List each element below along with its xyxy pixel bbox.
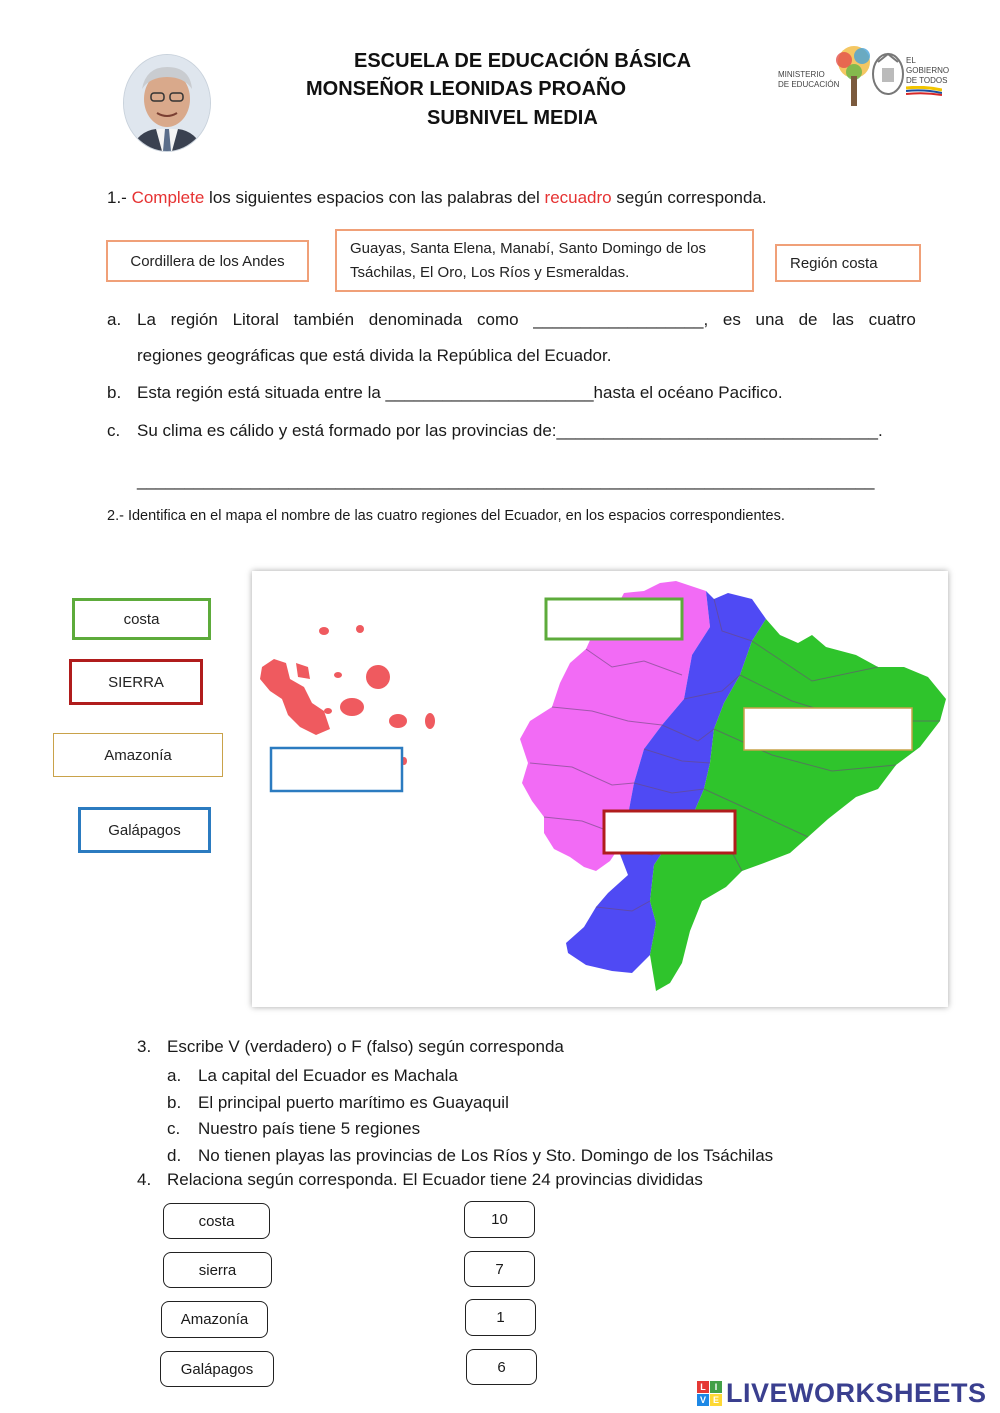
q1-item-c-text[interactable]: Su clima es cálido y está formado por las provincias de:__________________________________. xyxy=(137,421,883,440)
q3-item-d-text: No tienen playas las provincias de Los Ríos y Sto. Domingo de los Tsáchilas xyxy=(198,1146,774,1166)
drop-zone-amazonia[interactable] xyxy=(744,708,912,750)
q1-item-a-word: cuatro xyxy=(868,310,916,329)
word-box-region-costa: Región costa xyxy=(775,244,921,282)
match-left-sierra[interactable]: sierra xyxy=(163,1252,272,1288)
q1-prefix: 1.- xyxy=(107,188,132,207)
liveworksheets-badge-icon xyxy=(697,1381,722,1406)
match-right-2[interactable]: 7 xyxy=(464,1251,535,1287)
galapagos-islands xyxy=(260,625,435,765)
match-right-4[interactable]: 6 xyxy=(466,1349,537,1385)
question-2-instruction: 2.- Identifica en el mapa el nombre de las cuatro regiones del Ecuador, en los espacios correspondientes. xyxy=(107,508,785,524)
q3-number: 3. xyxy=(137,1037,152,1056)
match-right-1[interactable]: 10 xyxy=(464,1201,535,1238)
match-left-costa[interactable]: costa xyxy=(163,1203,270,1239)
q1-item-a-word: Litoral xyxy=(232,310,279,329)
q3-item-a-text: La capital del Ecuador es Machala xyxy=(198,1066,458,1085)
q1-item-a-word: es xyxy=(722,310,741,329)
drag-label-amazonia[interactable]: Amazonía xyxy=(53,733,223,777)
q3-item-a[interactable] xyxy=(167,1063,773,1090)
word-box-cordillera: Cordillera de los Andes xyxy=(106,240,309,282)
flag-stripes-icon xyxy=(906,86,942,96)
q3-item-b-text: El principal puerto marítimo es Guayaquil xyxy=(198,1092,509,1112)
q1-suffix: según corresponda. xyxy=(611,188,767,207)
q3-title: Escribe V (verdadero) o F (falso) según corresponda xyxy=(167,1037,564,1056)
q3-item-b[interactable] xyxy=(167,1090,773,1117)
match-left-galapagos[interactable]: Galápagos xyxy=(160,1351,274,1387)
school-patron-photo xyxy=(124,55,210,151)
q1-item-a-word: La xyxy=(137,310,156,329)
q1-item-b-text[interactable]: Esta región está situada entre la ______________________hasta el océano Pacifico. xyxy=(137,383,783,402)
q1-item-c-answer-line[interactable]: ______________________________________________________________________________ xyxy=(137,471,875,490)
liveworksheets-logo xyxy=(697,1376,987,1410)
coat-of-arms-icon xyxy=(870,50,906,100)
q3-item-b-marker: b. xyxy=(167,1092,182,1112)
ecuador-map xyxy=(252,571,948,1007)
q1-item-a-line2: regiones geográficas que está divida la República del Ecuador. xyxy=(137,346,612,365)
badge-letter-i: I xyxy=(710,1381,722,1393)
word-box-provinces xyxy=(335,229,754,292)
school-name-line1: ESCUELA DE EDUCACIÓN BÁSICA xyxy=(354,50,692,72)
drop-zone-costa[interactable] xyxy=(546,599,682,639)
match-right-3[interactable]: 1 xyxy=(465,1299,536,1336)
q3-item-d-marker: d. xyxy=(167,1146,182,1166)
ministry-logo-text-1: MINISTERIO xyxy=(778,70,825,79)
ministry-logo xyxy=(770,44,950,110)
ecuador-regions-svg xyxy=(252,571,948,1007)
match-left-amazonia[interactable]: Amazonía xyxy=(161,1301,268,1338)
q1-keyword-recuadro: recuadro xyxy=(544,188,612,207)
word-box-provinces-line1: Guayas, Santa Elena, Manabí, Santo Domingo de los xyxy=(350,239,707,257)
q1-item-a-word[interactable]: __________________, xyxy=(533,310,709,329)
q3-item-d[interactable] xyxy=(167,1143,773,1170)
q1-keyword-complete: Complete xyxy=(131,188,205,207)
q1-item-a-word: las xyxy=(832,310,854,329)
word-box-provinces-line2: Tsáchilas, El Oro, Los Ríos y Esmeraldas. xyxy=(350,263,630,281)
drag-label-sierra[interactable]: SIERRA xyxy=(69,659,203,705)
q1-item-a-line1 xyxy=(137,310,916,330)
q1-item-a-word: denominada xyxy=(368,310,463,329)
badge-letter-v: V xyxy=(697,1394,709,1406)
drop-zone-galapagos[interactable] xyxy=(271,748,402,791)
q1-item-a-marker: a. xyxy=(107,310,122,329)
q1-item-b-marker: b. xyxy=(107,383,122,402)
school-subtitle: SUBNIVEL MEDIA xyxy=(427,107,598,129)
q1-item-a-word: de xyxy=(798,310,818,329)
drag-label-costa[interactable]: costa xyxy=(72,598,211,640)
q3-items xyxy=(167,1063,773,1170)
q3-item-c[interactable] xyxy=(167,1116,773,1143)
drag-label-galapagos[interactable]: Galápagos xyxy=(78,807,211,853)
badge-letter-l: L xyxy=(697,1381,709,1393)
q1-item-a-word: también xyxy=(293,310,355,329)
q3-item-c-marker: c. xyxy=(167,1119,181,1139)
ministry-logo-text-2: DE EDUCACIÓN xyxy=(778,80,840,89)
gov-logo-text-2: GOBIERNO xyxy=(906,66,950,75)
badge-letter-e: E xyxy=(710,1394,722,1406)
q1-middle: los siguientes espacios con las palabras del xyxy=(204,188,545,207)
gov-logo-text-3: DE TODOS xyxy=(906,76,948,85)
q3-item-a-marker: a. xyxy=(167,1066,182,1085)
drop-zone-sierra[interactable] xyxy=(604,811,735,853)
q1-item-a-word: como xyxy=(477,310,519,329)
q4-number: 4. xyxy=(137,1170,152,1189)
q1-item-c-marker: c. xyxy=(107,421,121,440)
liveworksheets-wordmark: LIVEWORKSHEETS xyxy=(726,1377,987,1408)
q3-item-c-text: Nuestro país tiene 5 regiones xyxy=(198,1119,421,1139)
q1-item-a-word: región xyxy=(170,310,218,329)
gov-logo-text-1: EL xyxy=(906,56,916,65)
q1-item-a-word: una xyxy=(755,310,784,329)
q4-title: Relaciona según corresponda. El Ecuador tiene 24 provincias divididas xyxy=(167,1170,703,1189)
school-name-line2: MONSEÑOR LEONIDAS PROAÑO xyxy=(306,78,627,100)
question-1-instruction xyxy=(107,188,767,208)
